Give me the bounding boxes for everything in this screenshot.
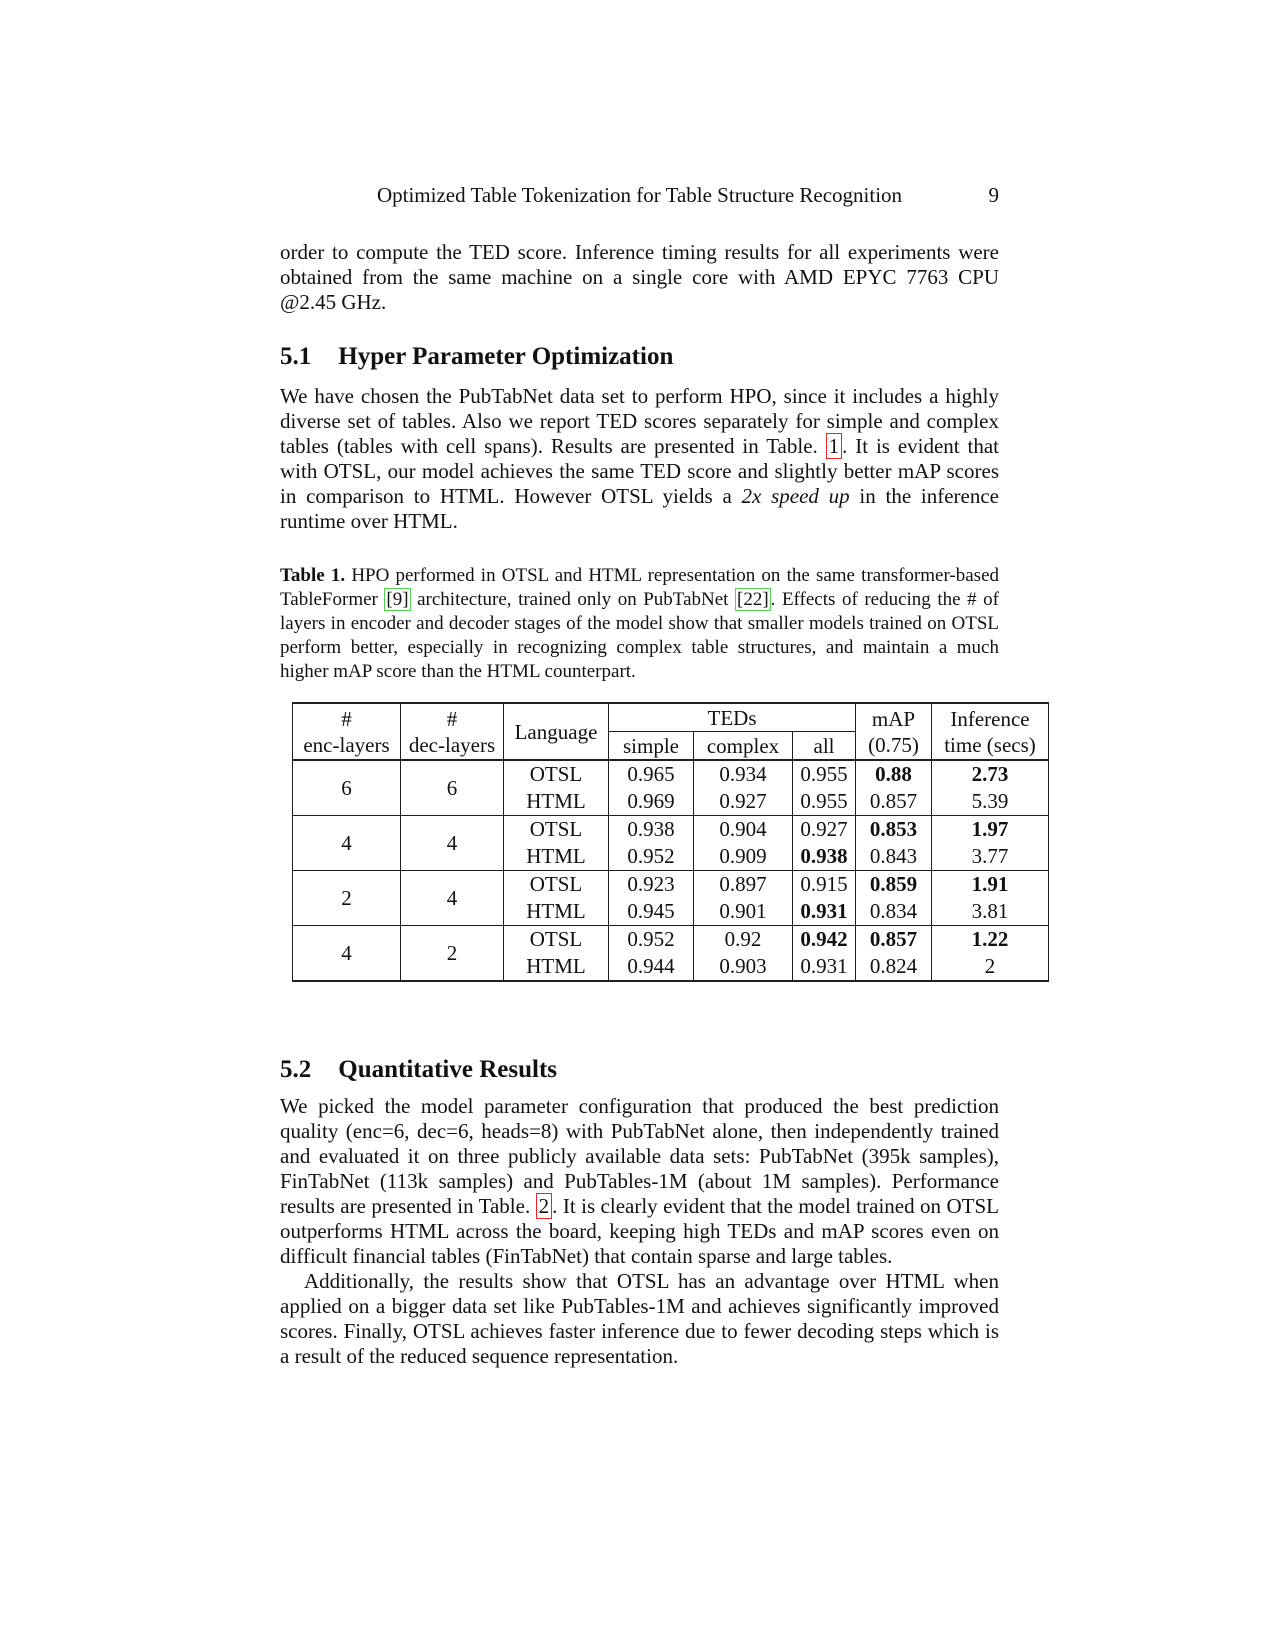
enc-layers-cell: 6 bbox=[293, 760, 401, 816]
map-cell: 0.857 bbox=[856, 788, 932, 816]
enc-layers-cell: 4 bbox=[293, 926, 401, 982]
col-header-inference bbox=[932, 703, 1049, 760]
teds-simple-cell: 0.965 bbox=[609, 760, 694, 788]
teds-all-cell: 0.942 bbox=[793, 926, 856, 954]
col-header-inference-unit: time (secs) bbox=[944, 732, 1036, 757]
teds-all-cell: 0.955 bbox=[793, 760, 856, 788]
page-number: 9 bbox=[988, 183, 999, 207]
teds-all-cell: 0.931 bbox=[793, 953, 856, 981]
inference-time-cell: 1.97 bbox=[932, 816, 1049, 844]
teds-complex-cell: 0.927 bbox=[694, 788, 793, 816]
teds-simple-cell: 0.944 bbox=[609, 953, 694, 981]
inference-time-cell: 3.77 bbox=[932, 843, 1049, 871]
col-header-simple: simple bbox=[609, 732, 694, 761]
teds-simple-cell: 0.938 bbox=[609, 816, 694, 844]
col-header-language: Language bbox=[504, 703, 609, 760]
col-header-enc-label: enc-layers bbox=[303, 732, 390, 757]
text-run: Additionally, the results show that OTSL has an advantage over HTML when applied on a bigger data set like PubTables-1M and achieves significantly improved scores. Finally, OTSL achieves faster inference due to fewer decoding steps which is a result of the reduced sequence representation. bbox=[280, 1269, 999, 1368]
teds-complex-cell: 0.897 bbox=[694, 871, 793, 899]
table-1-caption bbox=[280, 564, 999, 684]
language-cell: HTML bbox=[504, 788, 609, 816]
teds-complex-cell: 0.92 bbox=[694, 926, 793, 954]
table-row bbox=[293, 926, 1049, 954]
inference-time-cell: 2 bbox=[932, 953, 1049, 981]
map-cell: 0.853 bbox=[856, 816, 932, 844]
teds-all-cell: 0.955 bbox=[793, 788, 856, 816]
teds-simple-cell: 0.969 bbox=[609, 788, 694, 816]
hpo-table-body bbox=[293, 760, 1049, 981]
col-header-dec-hash: # bbox=[446, 706, 458, 731]
col-header-enc-layers bbox=[293, 703, 401, 760]
citation-9-link[interactable]: [9] bbox=[386, 589, 409, 610]
section-5-1-heading bbox=[280, 343, 999, 371]
text-run: order to compute the TED score. Inference timing results for all experiments were obtained from the same machine on a single core with AMD EPYC 7763 CPU @2.45 GHz. bbox=[280, 240, 999, 314]
section-number: 5.1 bbox=[280, 343, 312, 370]
teds-complex-cell: 0.904 bbox=[694, 816, 793, 844]
text-run-i: 2x speed up bbox=[741, 484, 850, 508]
text-run: . It is evident that with OTSL, our model achieves the same TED score and slightly better mAP scores in comparison to HTML. However OTSL yields a bbox=[280, 434, 1000, 508]
col-header-inference-label: Inference bbox=[950, 706, 1030, 731]
teds-simple-cell: 0.952 bbox=[609, 843, 694, 871]
section-5-2-heading bbox=[280, 1056, 999, 1084]
col-header-enc-hash: # bbox=[341, 706, 352, 731]
inference-time-cell: 5.39 bbox=[932, 788, 1049, 816]
inference-time-cell: 2.73 bbox=[932, 760, 1049, 788]
col-header-map-label: mAP bbox=[871, 706, 916, 731]
map-cell: 0.88 bbox=[856, 760, 932, 788]
text-run: in the inference runtime over HTML. bbox=[280, 484, 1000, 533]
col-header-map-threshold: (0.75) bbox=[868, 732, 919, 757]
col-header-dec-label: dec-layers bbox=[408, 732, 496, 757]
dec-layers-cell: 2 bbox=[401, 926, 504, 982]
section-5-2-paragraph-2 bbox=[280, 1269, 999, 1369]
text-run: architecture, trained only on PubTabNet bbox=[410, 589, 735, 610]
teds-complex-cell: 0.903 bbox=[694, 953, 793, 981]
section-number: 5.2 bbox=[280, 1056, 312, 1083]
col-header-complex: complex bbox=[694, 732, 793, 761]
col-header-teds: TEDs bbox=[609, 703, 856, 732]
teds-all-cell: 0.915 bbox=[793, 871, 856, 899]
section-5-2-paragraph-1 bbox=[280, 1094, 999, 1269]
teds-simple-cell: 0.945 bbox=[609, 898, 694, 926]
teds-simple-cell: 0.952 bbox=[609, 926, 694, 954]
col-header-dec-layers bbox=[401, 703, 504, 760]
teds-all-cell: 0.927 bbox=[793, 816, 856, 844]
dec-layers-cell: 4 bbox=[401, 871, 504, 926]
text-run: . It is clearly evident that the model trained on OTSL outperforms HTML across the board, keeping high TEDs and mAP scores even on difficult financial tables (FinTabNet) that contain sparse and large tables. bbox=[280, 1194, 999, 1268]
teds-all-cell: 0.931 bbox=[793, 898, 856, 926]
table-row bbox=[293, 760, 1049, 788]
enc-layers-cell: 4 bbox=[293, 816, 401, 871]
language-cell: OTSL bbox=[504, 926, 609, 954]
intro-paragraph bbox=[280, 240, 999, 315]
col-header-all: all bbox=[793, 732, 856, 761]
table-row bbox=[293, 871, 1049, 899]
text-run: HPO performed in OTSL and HTML representation on the same transformer-based TableFormer bbox=[280, 565, 999, 610]
hpo-table-header bbox=[293, 703, 1049, 760]
dec-layers-cell: 6 bbox=[401, 760, 504, 816]
inference-time-cell: 1.91 bbox=[932, 871, 1049, 899]
teds-complex-cell: 0.901 bbox=[694, 898, 793, 926]
language-cell: HTML bbox=[504, 898, 609, 926]
section-5-2-paragraphs bbox=[280, 1094, 999, 1369]
teds-all-cell: 0.938 bbox=[793, 843, 856, 871]
teds-complex-cell: 0.934 bbox=[694, 760, 793, 788]
section-title: Hyper Parameter Optimization bbox=[338, 343, 674, 370]
inference-time-cell: 1.22 bbox=[932, 926, 1049, 954]
language-cell: HTML bbox=[504, 843, 609, 871]
text-run: We have chosen the PubTabNet data set to perform HPO, since it includes a highly diverse set of tables. Also we report TED scores separately for simple and complex tables (tables with cell spans). Results are presented in Table. bbox=[280, 384, 999, 458]
section-title: Quantitative Results bbox=[338, 1056, 557, 1083]
table-1-ref-link[interactable]: 1 bbox=[826, 433, 843, 459]
table-header-row-1 bbox=[293, 703, 1049, 732]
language-cell: OTSL bbox=[504, 816, 609, 844]
enc-layers-cell: 2 bbox=[293, 871, 401, 926]
teds-complex-cell: 0.909 bbox=[694, 843, 793, 871]
running-head bbox=[280, 183, 999, 208]
running-head-title: Optimized Table Tokenization for Table Structure Recognition bbox=[376, 183, 903, 207]
language-cell: OTSL bbox=[504, 871, 609, 899]
table-2-ref-link[interactable]: 2 bbox=[536, 1193, 553, 1219]
map-cell: 0.834 bbox=[856, 898, 932, 926]
section-5-1-paragraph bbox=[280, 384, 999, 534]
inference-time-cell: 3.81 bbox=[932, 898, 1049, 926]
language-cell: HTML bbox=[504, 953, 609, 981]
map-cell: 0.857 bbox=[856, 926, 932, 954]
table-row bbox=[293, 816, 1049, 844]
col-header-map bbox=[856, 703, 932, 760]
map-cell: 0.843 bbox=[856, 843, 932, 871]
hpo-results-table bbox=[292, 702, 1049, 982]
teds-simple-cell: 0.923 bbox=[609, 871, 694, 899]
dec-layers-cell: 4 bbox=[401, 816, 504, 871]
text-run: . Effects of reducing the # of layers in encoder and decoder stages of the model show that smaller models trained on OTSL perform better, especially in recognizing complex table structures, and maintain a much higher mAP score than the HTML counterpart. bbox=[280, 589, 999, 682]
map-cell: 0.859 bbox=[856, 871, 932, 899]
text-run-b: Table 1. bbox=[280, 565, 346, 586]
text-run: We picked the model parameter configuration that produced the best prediction quality (enc=6, dec=6, heads=8) with PubTabNet alone, then independently trained and evaluated it on three publicly available data sets: PubTabNet (395k samples), FinTabNet (113k samples) and PubTables-1M (about 1M samples). Performance results are presented in Table. bbox=[280, 1094, 999, 1218]
language-cell: OTSL bbox=[504, 760, 609, 788]
citation-22-link[interactable]: [22] bbox=[737, 589, 769, 610]
map-cell: 0.824 bbox=[856, 953, 932, 981]
